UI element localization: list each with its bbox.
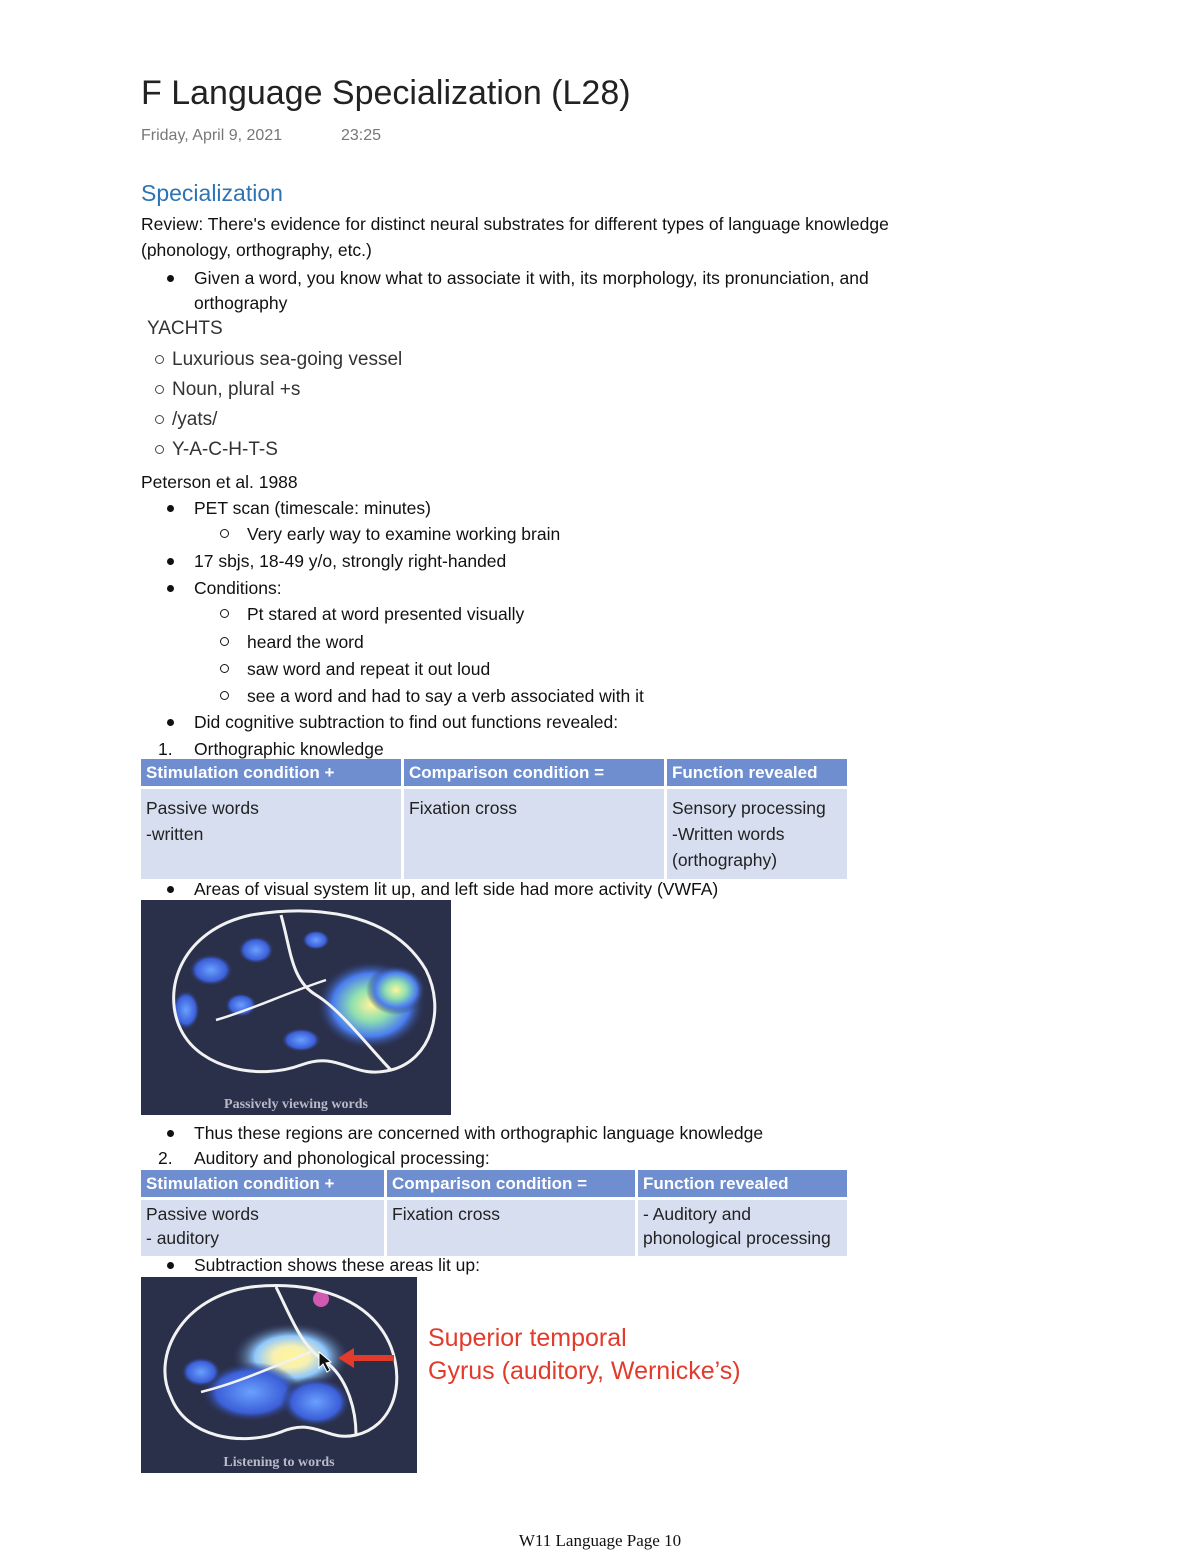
section1-bullet-thus: Thus these regions are concerned with orthographic language knowledge [194, 1120, 763, 1146]
table-header: Stimulation condition + [141, 759, 403, 788]
table-cell: Sensory processing -Written words (orthography) [666, 788, 848, 880]
review-line-1: Review: There's evidence for distinct neural substrates for different types of language knowledge [141, 214, 889, 234]
table-row [141, 1199, 847, 1257]
brain-scan-image-auditory [141, 1277, 417, 1473]
table-cell: Fixation cross [386, 1199, 637, 1257]
section2-number: 2. [158, 1148, 173, 1168]
table-header: Comparison condition = [403, 759, 666, 788]
yachts-item: Luxurious sea-going vessel [155, 349, 402, 371]
table-row [141, 788, 847, 880]
image-caption: Listening to words [223, 1455, 335, 1470]
study-citation: Peterson et al. 1988 [141, 472, 298, 492]
page-date: Friday, April 9, 2021 [141, 127, 283, 144]
section1-label: 1. Orthographic knowledge [194, 736, 384, 762]
orthographic-table [141, 759, 847, 879]
brain-scan-image-visual [141, 900, 451, 1115]
table-cell: Fixation cross [403, 788, 666, 880]
condition-item: Pt stared at word presented visually [247, 601, 524, 627]
section-heading: Specialization [141, 180, 283, 206]
condition-item: saw word and repeat it out loud [247, 656, 490, 682]
auditory-table [141, 1170, 847, 1256]
review-line-2: (phonology, orthography, etc.) [141, 240, 372, 260]
yachts-item: /yats/ [155, 409, 217, 431]
hollow-bullet-icon [155, 355, 164, 364]
page-title: F Language Specialization (L28) [141, 74, 631, 112]
annotation-line-2: Gyrus (auditory, Wernicke’s) [428, 1357, 741, 1385]
study-pet: PET scan (timescale: minutes) [194, 495, 431, 521]
red-arrow-icon [336, 1344, 396, 1374]
table-header: Comparison condition = [386, 1170, 637, 1199]
image-caption: Passively viewing words [224, 1097, 368, 1112]
yachts-item: Noun, plural +s [155, 379, 300, 401]
hollow-bullet-icon [155, 415, 164, 424]
condition-item: see a word and had to say a verb associated with it [247, 683, 644, 709]
table-header: Function revealed [637, 1170, 848, 1199]
annotation-line-1: Superior temporal [428, 1324, 627, 1352]
review-bullet-line-2: orthography [194, 293, 288, 313]
table-cell: Passive words -written [141, 788, 403, 880]
yachts-word: YACHTS [147, 318, 223, 339]
condition-item: heard the word [247, 629, 364, 655]
review-bullet-line-1: Given a word, you know what to associate it with, its morphology, its pronunciation, and [194, 265, 869, 291]
section1-bullet-after: Areas of visual system lit up, and left side had more activity (VWFA) [194, 876, 718, 902]
yachts-item: Y-A-C-H-T-S [155, 439, 278, 461]
section2-bullet-after: Subtraction shows these areas lit up: [194, 1252, 480, 1278]
table-cell: Passive words - auditory [141, 1199, 386, 1257]
hollow-bullet-icon [155, 445, 164, 454]
section2-label: 2. Auditory and phonological processing: [194, 1145, 490, 1171]
study-conditions-label: Conditions: [194, 575, 282, 601]
page-footer: W11 Language Page 10 [518, 1531, 682, 1550]
brain-scan-graphic [141, 1277, 417, 1473]
table-header: Stimulation condition + [141, 1170, 386, 1199]
study-pet-sub: Very early way to examine working brain [247, 521, 560, 547]
page-time: 23:25 [341, 127, 382, 144]
study-subjects: 17 sbjs, 18-49 y/o, strongly right-handed [194, 548, 506, 574]
hollow-bullet-icon [155, 385, 164, 394]
study-subtraction: Did cognitive subtraction to find out functions revealed: [194, 709, 618, 735]
brain-scan-graphic [141, 900, 451, 1115]
table-header: Function revealed [666, 759, 848, 788]
section1-number: 1. [158, 739, 173, 759]
table-cell: - Auditory and phonological processing [637, 1199, 848, 1257]
